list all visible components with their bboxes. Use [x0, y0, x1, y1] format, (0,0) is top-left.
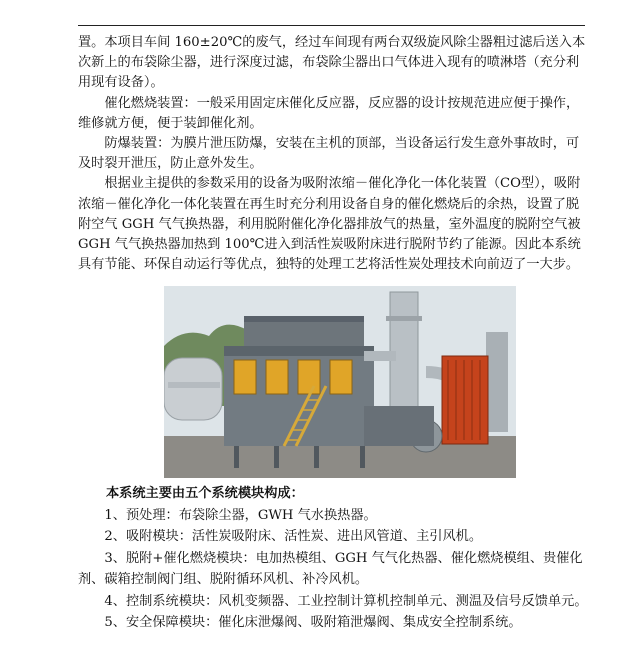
- list-item: 4、控制系统模块：风机变频器、工业控制计算机控制单元、测温及信号反馈单元。: [104, 593, 588, 609]
- modules-section: [78, 483, 588, 634]
- paragraph-catalytic-combustion: 催化燃烧装置：一般采用固定床催化反应器，反应器的设计按规范进应便于操作，维修就方便，便于装卸催化剂。: [78, 95, 580, 131]
- header-rule: [78, 25, 585, 26]
- list-item: 5、安全保障模块：催化床泄爆阀、吸附箱泄爆阀、集成安全控制系统。: [104, 615, 522, 630]
- paragraph-device-description: 根据业主提供的参数采用的设备为吸附浓缩－催化净化一体化装置（CO型），吸附浓缩－催化净化一体化装置在再生时充分利用设备自身的催化燃烧后的余热，设置了脱附空气 GGH 气气换热器，利用脱附催化净化器排放气的热量，室外温度的脱附空气被 GGH 气气换热器加热到 100℃进入到活性炭吸附床进行脱附节约了能源。因此本系统具有节能、环保自动运行等优点，独特的处理工艺将活性炭处理技术向前迈了一大步。: [78, 176, 581, 273]
- list-item: 2、吸附模块：活性炭吸附床、活性炭、进出风管道、主引风机。: [104, 529, 483, 544]
- list-item: 1、预处理：布袋除尘器，GWH 气水换热器。: [104, 507, 377, 523]
- body-text: [78, 33, 588, 275]
- modules-heading: 本系统主要由五个系统模块构成：: [106, 486, 304, 501]
- equipment-photo: [164, 286, 516, 478]
- paragraph-explosion-proof: 防爆装置：为膜片泄压防爆，安装在主机的顶部，当设备运行发生意外事故时，可及时裂开泄压，防止意外发生。: [78, 136, 580, 172]
- list-item: 3、脱附+催化燃烧模块：电加热模组、GGH 气气化热器、催化燃烧模组、贵催化剂、碳箱控制阀门组、脱附循环风机、补冷风机。: [78, 550, 583, 587]
- paragraph-intro: 置。本项目车间 160±20℃的废气，经过车间现有两台双级旋风除尘器粗过滤后送入本次新上的布袋除尘器，进行深度过滤，布袋除尘器出口气体进入现有的喷淋塔（充分利用现有设备）。: [78, 35, 586, 91]
